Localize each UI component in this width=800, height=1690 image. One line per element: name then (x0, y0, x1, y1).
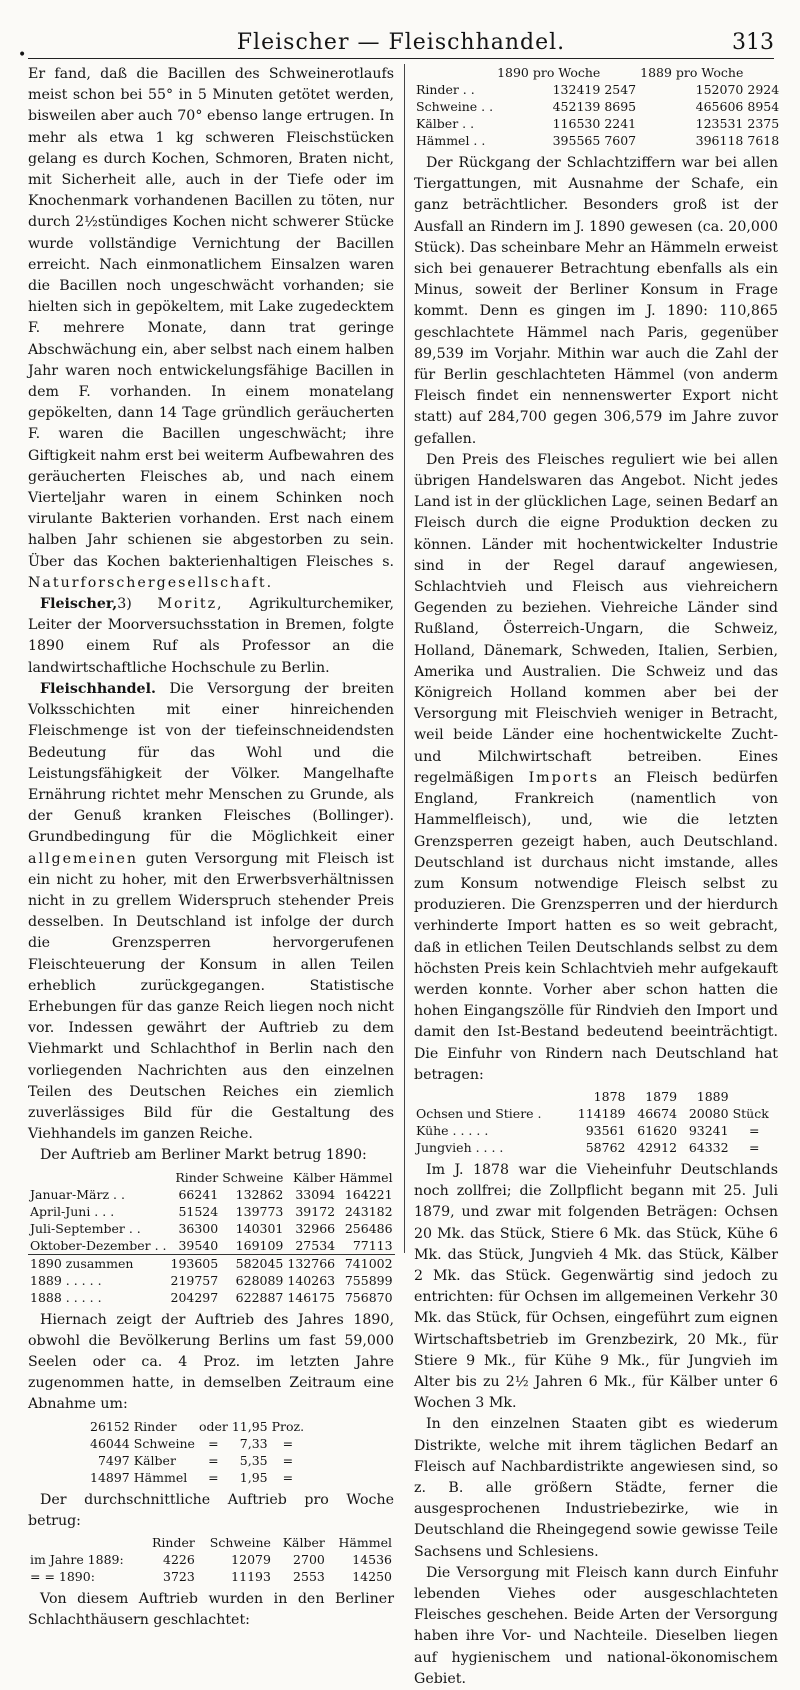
table-row (28, 1551, 394, 1568)
table-header: Schweine (209, 1534, 271, 1550)
page-header (28, 28, 774, 59)
table-cell: = (208, 1452, 219, 1468)
table-cell: 152070 (695, 82, 744, 97)
table-cell: Ochsen und Stiere . (416, 1105, 542, 1121)
table-cell: 116530 (552, 116, 601, 131)
table-cell: 219757 (170, 1272, 219, 1288)
table-header: 1879 (645, 1088, 678, 1104)
table-header (414, 1088, 567, 1105)
table-cell: Kühe . . . . . (416, 1122, 489, 1138)
paragraph: Die Versorgung mit Fleisch kann durch Einfuhr lebenden Viehes oder ausgeschlachteten Fleisches geschehen. Beide Arten der Versorgung haben ihre Vor- und Nachteile. Dieselben liegen auf hygienischem und national-ökonomischem Gebiet. (414, 1564, 778, 1687)
table-row (88, 1452, 306, 1469)
table-cell: Proz. (271, 1418, 305, 1434)
table-cell: 7607 (604, 133, 637, 148)
table-cell: 146175 (287, 1289, 336, 1305)
table-cell: 51524 (178, 1203, 219, 1219)
table-header (731, 1088, 778, 1105)
table-row (88, 1435, 306, 1452)
table-cell: 1889 . . . . . (30, 1272, 102, 1288)
table-cell: 14536 (352, 1551, 392, 1567)
table-header: Hämmel (338, 1534, 392, 1550)
table-cell: Schweine . . (416, 99, 494, 114)
table-cell: = (208, 1469, 219, 1485)
table-intro: Der Auftrieb am Berliner Markt betrug 1890: (40, 1147, 367, 1164)
table-row (28, 1568, 394, 1585)
table-cell: 2375 (747, 116, 780, 131)
table-cell: 27534 (295, 1237, 336, 1253)
table-cell: 7497 (97, 1452, 130, 1468)
table-cell: 243182 (344, 1203, 393, 1219)
table-header (28, 1169, 169, 1186)
table-cell: 164221 (344, 1186, 393, 1202)
table-cell: 5,35 (239, 1452, 268, 1468)
table-cell: 169109 (235, 1237, 284, 1253)
market-table (28, 1169, 394, 1306)
table-cell: im Jahre 1889: (30, 1551, 124, 1567)
table-cell: 1,95 (239, 1469, 268, 1485)
table-cell: 11193 (231, 1568, 271, 1584)
table-header (28, 1534, 142, 1551)
table-cell: 14897 (90, 1469, 130, 1485)
table-cell: 140301 (235, 1220, 284, 1236)
table-cell: = (208, 1435, 219, 1451)
table-cell: 14250 (352, 1568, 392, 1584)
table-cell: Schweine (133, 1435, 195, 1451)
table-cell: Oktober-Dezember . . (30, 1237, 167, 1253)
table-cell: 26152 (90, 1418, 130, 1434)
table-cell: 256486 (344, 1220, 393, 1236)
table-cell: 39172 (295, 1203, 336, 1219)
table-cell: 123531 (695, 116, 744, 131)
table-header: Rinder (151, 1534, 195, 1550)
entry-name: Moritz, (157, 596, 224, 613)
table-cell: 66241 (178, 1186, 219, 1202)
table-cell: 93241 (688, 1122, 729, 1138)
table-cell: 36300 (178, 1220, 219, 1236)
table-header (745, 64, 781, 81)
table-cell: 58762 (585, 1139, 626, 1155)
right-column (414, 64, 780, 1687)
table-cell: 39540 (178, 1237, 219, 1253)
table-cell: Hämmel . . (416, 133, 486, 148)
entry-text: Agrikulturchemiker, Leiter der Moorversuchsstation in Bremen, folgte 1890 einem Ruf als Professor an die landwirtschaftliche Hochschule zu Berlin. (28, 596, 394, 676)
table-cell: = (282, 1435, 294, 1451)
table-cell: Rinder . . (416, 82, 475, 97)
table-cell: oder (198, 1418, 228, 1434)
entry-text: Die Versorgung der breiten Volksschichten mit einer hinreichenden Fleischmenge ist von der tiefeinschneidendsten Bedeutung für das Wohl und die Leistungsfähigkeit der Völker. Mangelhafte Ernährung richtet mehr Menschen zu Grunde, als der Genuß kranken Fleisches (Bollinger). Grundbedingung für die Möglichkeit einer (28, 680, 394, 846)
table-cell: 396118 (695, 133, 744, 148)
table-cell: Januar-März . . (30, 1186, 125, 1202)
table-intro: Der durchschnittliche Auftrieb pro Woche betrug: (28, 1491, 394, 1529)
table-cell: 12079 (231, 1551, 271, 1567)
running-title: Fleischer — Fleischhandel. (236, 30, 566, 55)
table-cell: 755899 (344, 1272, 393, 1288)
table-cell: 395565 (552, 133, 601, 148)
table-cell: 132862 (235, 1186, 284, 1202)
table-row (28, 1203, 395, 1220)
table-header: 1889 pro Woche (640, 65, 744, 80)
table-cell: 193605 (170, 1255, 219, 1271)
table-header: Schweine (222, 1169, 284, 1185)
table-cell: Stück (732, 1105, 769, 1121)
table-cell: 132419 (552, 82, 601, 97)
table-cell: 11,95 (231, 1418, 268, 1434)
table-cell: 741002 (337, 1254, 394, 1272)
spaced-word: Imports (528, 769, 600, 786)
paragraph-text: an Fleisch bedürfen England, Frankreich (namentlich von Hammelfleisch), und, wie die letzten Grenzsperren gezeigt haben, auch Deutschland. Deutschland ist durchaus nicht imstande, alles zum Konsum notwendige Fleisch selbst zu produzieren. Die Grenzsperren und der hierdurch verhinderte Import hatten es so weit gebracht, daß in etlichen Teilen Deutschlands selbst zu dem höchsten Preis kein Schlachtvieh mehr aufgekauft werden konnte. Vorher aber schon hatten die hohen Eingangszölle für Rindvieh den Import und damit den Ist-Bestand bedeutend beeinträchtigt. Die Einfuhr von Rindern nach Deutschland hat betragen: (414, 769, 778, 1083)
table-cell: 8695 (604, 99, 637, 114)
table-cell: 132766 (287, 1255, 336, 1271)
table-cell: 140263 (287, 1272, 336, 1288)
table-cell: 3723 (163, 1568, 195, 1584)
table-cell: 61620 (637, 1122, 678, 1138)
paragraph: Im J. 1878 war die Vieheinfuhr Deutschlands noch zollfrei; die Zollpflicht begann mit 25. Juli 1879, und zwar mit folgenden Beträgen: Ochsen 20 Mk. das Stück, Stiere 6 Mk. das Stück, Kühe 6 Mk. das Stück, Jungvieh 4 Mk. das Stück, Kälber 2 Mk. das Stück. Gegenwärtig sind jedoch zu entrichten: für Ochsen im allgemeinen Verkehr 30 Mk. das Stück, für Ochsen, eingeführt zum eignen Wirtschaftsbetrieb im Grenzbezirk, 20 Mk., für Stiere 9 Mk., für Kühe 9 Mk., für Jungvieh im Alter bis zu 2½ Jahren 6 Mk., für Kälber unter 6 Wochen 3 Mk. (414, 1161, 778, 1412)
slaughter-table (414, 64, 778, 149)
table-row (414, 81, 781, 98)
table-cell: 452139 (552, 99, 601, 114)
table-cell: 2241 (604, 116, 637, 131)
page-number: 313 (732, 30, 774, 55)
table-cell: 8954 (747, 99, 780, 114)
table-cell: April-Juni . . . (30, 1203, 115, 1219)
table-header (602, 64, 638, 81)
table-cell: 20080 (688, 1105, 729, 1121)
entry-headword: Fleischhandel. (40, 680, 156, 697)
table-cell: 204297 (170, 1289, 219, 1305)
table-cell: 2924 (747, 82, 780, 97)
table-row (88, 1418, 306, 1435)
table-cell: = = 1890: (30, 1568, 95, 1584)
table-cell: 77113 (352, 1237, 393, 1253)
table-cell: 33094 (295, 1186, 336, 1202)
table-cell: 2547 (604, 82, 637, 97)
paragraph: Hiernach zeigt der Auftrieb des Jahres 1890, obwohl die Bevölkerung Berlins um fast 59,000 Seelen oder ca. 4 Proz. im letzten Jahre zugenommen hatte, in demselben Zeitraum eine Abnahme um: (28, 1311, 394, 1413)
paragraph-text: Er fand, daß die Bacillen des Schweinerotlaufs meist schon bei 55° in 5 Minuten getötet werden, bisweilen aber auch 70° ebenso lange ertrugen. In mehr als etwa 1 kg schweren Fleischstücken gelang es durch Kochen, Schmoren, Braten nicht, mit Sicherheit alle, auch in der Tiefe oder im Knochenmark vorhandenen Bacillen zu töten, nur durch 2½stündiges Kochen nicht schwerer Stücke wurde vollständige Vernichtung der Bacillen erreicht. Nach einmonatlichem Einsalzen waren die Bacillen noch ungeschwächt vorhanden; sie hielten sich in gepökeltem, mit Lake zugedecktem F. mehrere Monate, dann trat geringe Abschwächung ein, aber selbst nach einem halben Jahr waren noch entwickelungsfähige Bacillen in dem F. vorhanden. In einem monatelang gepökelten, dann 14 Tage gründlich geräucherten F. waren die Bacillen ungeschwächt; ihre Giftigkeit nahm erst bei weiterm Aufbewahren des geräucherten Fleisches ab, und nach einem Vierteljahr waren in einem Schinken noch virulante Bakterien vorhanden. Erst nach einem halben Jahr schienen sie abgestorben zu sein. Über das Kochen bakterienhaltigen Fleisches s. (28, 66, 394, 570)
table-header (414, 64, 495, 81)
left-column (28, 64, 394, 1629)
table-row (28, 1237, 395, 1255)
table-header: 1889 (696, 1088, 729, 1104)
table-cell: 139773 (235, 1203, 284, 1219)
paragraph (28, 64, 394, 594)
table-cell: 46674 (637, 1105, 678, 1121)
table-row (88, 1469, 306, 1486)
table-cell: 4226 (163, 1551, 195, 1567)
table-cell: 465606 (695, 99, 744, 114)
table-cell: 46044 (90, 1435, 130, 1451)
table-cell: 1890 zusammen (28, 1254, 169, 1272)
table-cell: = (749, 1122, 760, 1138)
table-cell: 32966 (295, 1220, 336, 1236)
table-row (414, 115, 781, 132)
paragraph: Der Rückgang der Schlachtziffern war bei allen Tiergattungen, mit Ausnahme der Schafe, ein ganz beträchtlicher. Besonders groß ist der Ausfall an Rindern im J. 1890 gewesen (ca. 20,000 Stück). Das scheinbare Mehr an Hämmeln erweist sich bei genauerer Betrachtung ebenfalls als ein Minus, soweit der Berliner Konsum in Frage kommt. Denn es gingen im J. 1890: 110,865 geschlachtete Hämmel nach Paris, gegenüber 89,539 im Vorjahr. Mithin war auch die Zahl der für Berlin geschlachteten Hämmel (von anderm Fleisch findet ein nennenswerter Export nicht statt) auf 284,700 gegen 306,579 im Jahre zuvor gefallen. (414, 155, 778, 447)
table-cell: Kälber . . (416, 116, 475, 131)
table-cell: Kälber (133, 1452, 176, 1468)
table-row (28, 1289, 395, 1306)
entry-number: 3) (117, 596, 132, 613)
table-header: 1890 pro Woche (497, 65, 601, 80)
column-divider (404, 64, 405, 1253)
table-cell: 114189 (577, 1105, 626, 1121)
table-cell: 93561 (585, 1122, 626, 1138)
entry-fleischer-moritz (28, 594, 394, 679)
weekly-table (28, 1534, 394, 1585)
table-cell: 64332 (688, 1139, 729, 1155)
table-row (414, 1122, 778, 1139)
table-header: Hämmel (339, 1169, 393, 1185)
table-cell: 628089 (235, 1272, 284, 1288)
table-cell: 622887 (235, 1289, 284, 1305)
paragraph: In den einzelnen Staaten gibt es wiederum Distrikte, welche mit ihrem täglichen Bedarf an Fleisch auf Nachbardistrikte angewiesen sind, so z. B. alle größern Städte, ferner die ausgesprochenen Industriebezirke, wie in Deutschland die Rheingegend sowie gewisse Teile Sachsens und Schlesiens. (414, 1416, 778, 1560)
table-cell: Rinder (133, 1418, 177, 1434)
table-cell: 7,33 (239, 1435, 268, 1451)
table-cell: = (282, 1452, 294, 1468)
table-cell: 2553 (293, 1568, 325, 1584)
table-cell: Juli-September . . (30, 1220, 141, 1236)
paragraph: Von diesem Auftrieb wurden in den Berliner Schlachthäusern geschlachtet: (28, 1590, 394, 1629)
table-row (28, 1186, 395, 1203)
margin-dot: • (18, 47, 27, 63)
table-cell: Jungvieh . . . . (416, 1139, 504, 1155)
table-cell: = (282, 1469, 294, 1485)
paragraph-text: Den Preis des Fleisches reguliert wie bei allen übrigen Handelswaren das Angebot. Nicht jedes Land ist in der glücklichen Lage, seinen Bedarf an Fleisch durch die eigne Produktion decken zu können. Länder mit hochentwickelter Industrie sind in der Regel darauf angewiesen, Schlachtvieh und Fleisch aus viehreichern Gegenden zu beziehen. Viehreiche Länder sind Rußland, Österreich-Ungarn, die Schweiz, Holland, Dänemark, Schweden, Italien, Serbien, Amerika und Australien. Die Schweiz und das Königreich Holland kommen aber bei der Versorgung mit Fleischvieh weniger in Betracht, weil beide Länder eine hochentwickelte Zucht- und Milchwirtschaft betreiben. Eines regelmäßigen (414, 451, 778, 786)
cross-reference: Naturforschergesellschaft. (28, 574, 274, 591)
table-cell: 42912 (637, 1139, 678, 1155)
table-cell: 7618 (747, 133, 780, 148)
entry-headword: Fleischer, (40, 596, 118, 613)
table-row (414, 1139, 778, 1156)
decrease-table (28, 1418, 305, 1486)
spaced-word: allgemeinen (28, 850, 139, 867)
table-header: Kälber (292, 1169, 336, 1185)
table-header: Rinder (175, 1169, 219, 1185)
table-row (28, 1254, 395, 1272)
table-cell: 2700 (293, 1551, 325, 1567)
entry-text: guten Versorgung mit Fleisch ist ein nicht zu hoher, mit den Erwerbsverhältnissen nicht in zu grellem Widerspruch stehender Preis desselben. In Deutschland ist infolge der durch die Grenzsperren hervorgerufenen Fleischteuerung der Konsum in allen Teilen erheblich zurückgegangen. Statistische Erhebungen für das ganze Reich liegen noch nicht vor. Indessen gewährt der Auftrieb zu dem Viehmarkt und Schlachthof in Berlin nach den vorliegenden Nachrichten aus den einzelnen Teilen des Deutschen Reiches ein ziemlich zuverlässiges Bild für die Gestaltung des Viehhandels im ganzen Reiche. (28, 850, 394, 1143)
table-header: Kälber (282, 1534, 325, 1550)
table-row (28, 1272, 395, 1289)
table-row (28, 1220, 395, 1237)
table-row (414, 98, 781, 115)
table-row (414, 1105, 778, 1122)
table-cell: 756870 (344, 1289, 393, 1305)
table-row (414, 132, 781, 149)
table-cell: = (749, 1139, 760, 1155)
table-cell: 582045 (220, 1254, 285, 1272)
table-cell: Hämmel (133, 1469, 188, 1485)
table-cell: 1888 . . . . . (30, 1289, 102, 1305)
table-header: 1878 (593, 1088, 626, 1104)
import-table (414, 1088, 778, 1156)
entry-fleischhandel (28, 679, 394, 1145)
paragraph (414, 450, 778, 1086)
